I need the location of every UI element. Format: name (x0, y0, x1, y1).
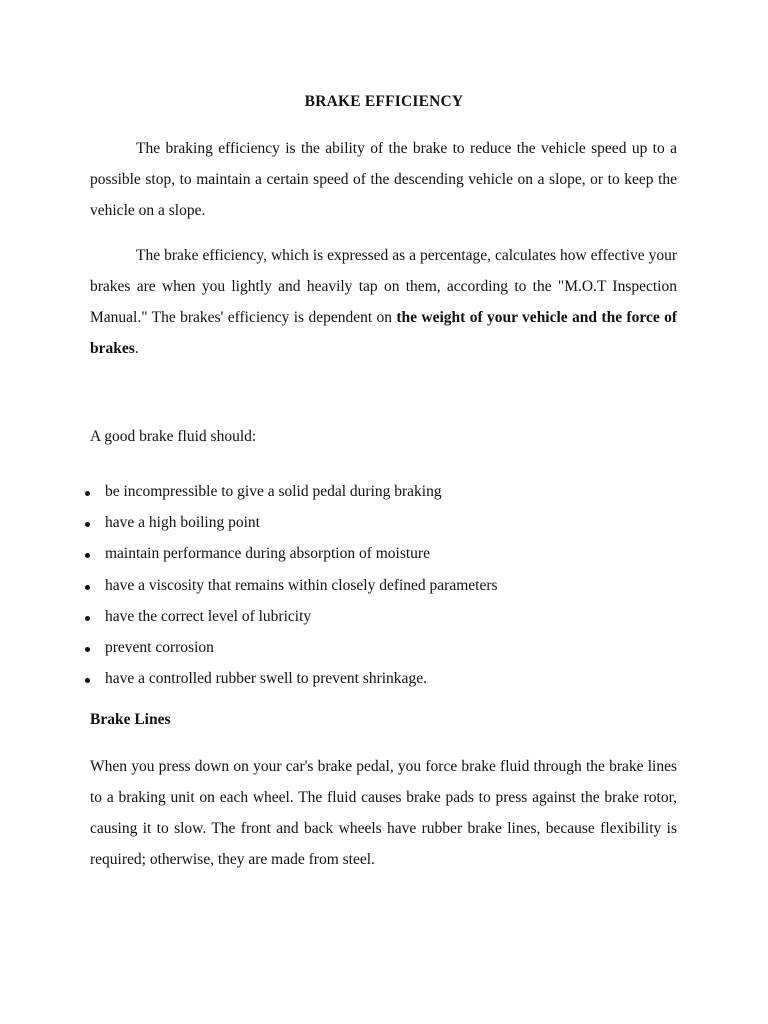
list-item (80, 636, 498, 667)
list-item-text: have a viscosity that remains within closely defined parameters (105, 576, 498, 594)
bullet-icon (85, 491, 90, 496)
paragraph2-text-after: . (134, 340, 139, 357)
list-item-text: have the correct level of lubricity (105, 607, 312, 625)
paragraph2-bold-text: the weight of your vehicle and the force of brakes (90, 309, 677, 357)
document-title: BRAKE EFFICIENCY (304, 93, 464, 110)
bullet-icon (85, 678, 90, 683)
paragraph2-text-before: The brake efficiency, which is expressed as a percentage, calculates how effective your brakes are when you lightly and heavily tap on them, according to the "M.O.T Inspection Manual." The brakes' efficiency is dependent on (90, 247, 677, 326)
list-item (80, 667, 498, 698)
list-item (80, 511, 498, 542)
bullet-icon (85, 616, 90, 621)
list-item (80, 574, 498, 605)
list-item (80, 605, 498, 636)
list-item-text: be incompressible to give a solid pedal during braking (105, 483, 442, 500)
list-item (80, 480, 498, 511)
list-item-text: maintain performance during absorption of moisture (105, 545, 430, 563)
list-item (80, 542, 498, 573)
paragraph-brake-efficiency-percentage (90, 240, 677, 364)
paragraph-brake-lines: When you press down on your car's brake pedal, you force brake fluid through the brake lines to a braking unit on each wheel. The fluid causes brake pads to press against the brake rotor, causing it to slow. The front and back wheels have rubber brake lines, because flexibility is required; otherwise, they are made from steel. (90, 758, 677, 868)
brake-lines-heading: Brake Lines (90, 711, 171, 728)
bullet-icon (85, 647, 90, 652)
paragraph-braking-efficiency: The braking efficiency is the ability of the brake to reduce the vehicle speed up to a possible stop, to maintain a certain speed of the descending vehicle on a slope, or to keep the vehicle on a slope. (90, 140, 677, 219)
list-item-text: have a controlled rubber swell to prevent shrinkage. (105, 670, 427, 688)
bullet-icon (85, 585, 90, 590)
list-item-text: prevent corrosion (105, 638, 214, 656)
bullet-icon (85, 522, 90, 527)
brake-fluid-intro: A good brake fluid should: (90, 428, 257, 445)
bullet-icon (85, 553, 90, 558)
brake-fluid-list (80, 480, 498, 698)
list-item-text: have a high boiling point (105, 514, 260, 532)
